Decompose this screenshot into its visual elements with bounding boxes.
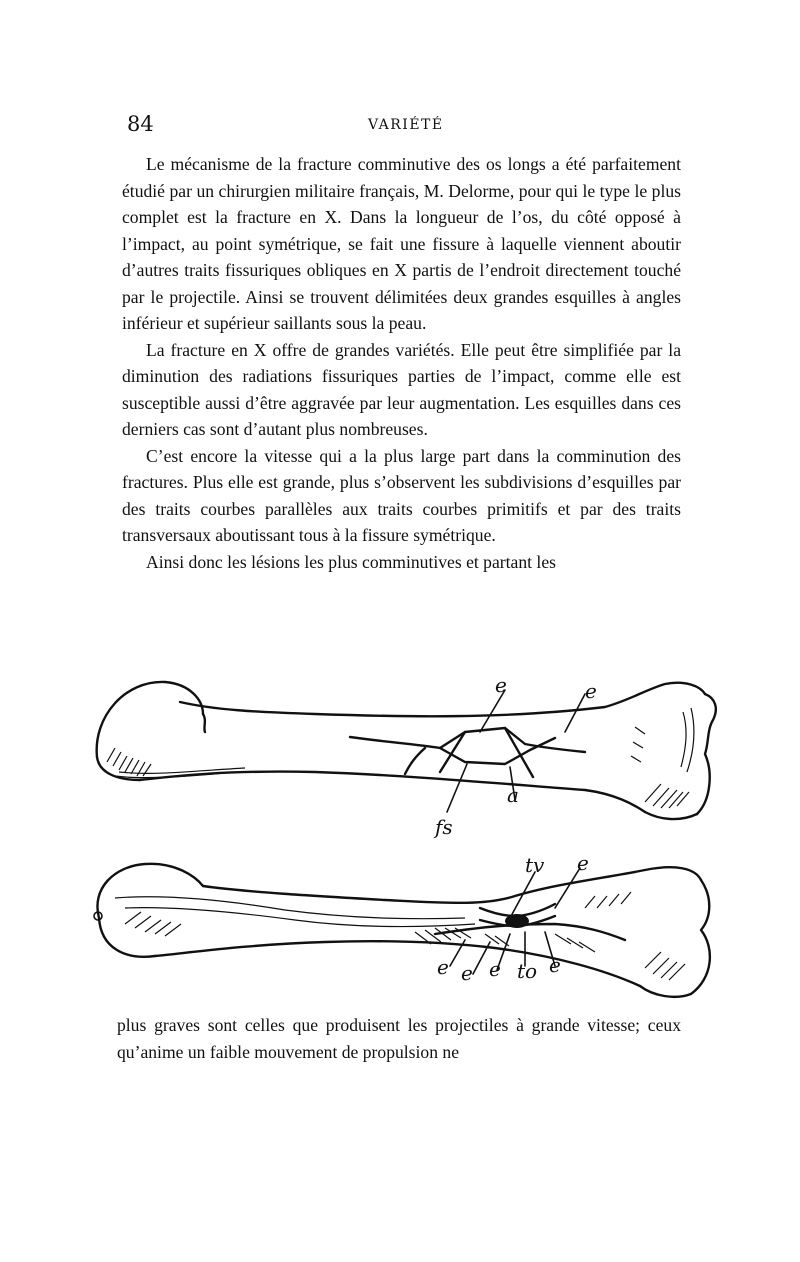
body-text-bottom	[117, 1012, 681, 1065]
paragraph: La fracture en X offre de grandes variétés. Elle peut être simplifiée par la diminution des radiations fissuriques parties de l’impact, comme elle est susceptible aussi d’être aggravée par leur augmentation. Les esquilles dans ces derniers cas sont d’autant plus nombreuses.	[122, 339, 681, 439]
figure-label: e	[585, 679, 597, 703]
figure-label: to	[517, 959, 538, 983]
figure-label: e	[495, 673, 507, 697]
figure-femur-comminuted-fracture	[85, 848, 725, 1008]
figure-label: e	[549, 953, 561, 977]
figure-label: fs	[435, 815, 453, 839]
femur-illustration-1	[85, 672, 725, 847]
paragraph: plus graves sont celles que produisent les projectiles à grande vitesse; ceux qu’anime un faible mouvement de propulsion ne	[117, 1015, 681, 1062]
figure-label: e	[437, 955, 449, 979]
femur-illustration-2	[85, 848, 725, 1008]
figure-label: a	[507, 783, 519, 807]
page-header	[125, 112, 680, 146]
figure-label: e	[489, 957, 501, 981]
body-text-top	[122, 151, 681, 575]
running-head: VARIÉTÉ	[368, 117, 444, 133]
figure-label: tv	[525, 853, 545, 877]
figure-label: e	[577, 851, 589, 875]
paragraph: Le mécanisme de la fracture comminutive des os longs a été parfaitement étudié par un chirurgien militaire français, M. Delorme, pour qui le type le plus complet est la fracture en X. Dans la longueur de l’os, du côté opposé à l’impact, au point symétrique, se fait une fissure à laquelle viennent aboutir d’autres traits fissuriques obliques en X partis de l’endroit directement touché par le projectile. Ainsi se trouvent délimitées deux grandes esquilles à angles inférieur et supérieur saillants sous la peau.	[122, 154, 681, 333]
figure-label: e	[461, 961, 473, 985]
figure-femur-x-fracture	[85, 672, 725, 847]
paragraph: C’est encore la vitesse qui a la plus large part dans la comminution des fractures. Plus elle est grande, plus s’observent les subdivisions d’esquilles par des traits courbes parallèles aux traits courbes primitifs et par des traits transversaux aboutissant tous à la fissure symétrique.	[122, 445, 681, 545]
page-number: 84	[127, 112, 154, 136]
paragraph: Ainsi donc les lésions les plus comminutives et partant les	[146, 551, 556, 572]
